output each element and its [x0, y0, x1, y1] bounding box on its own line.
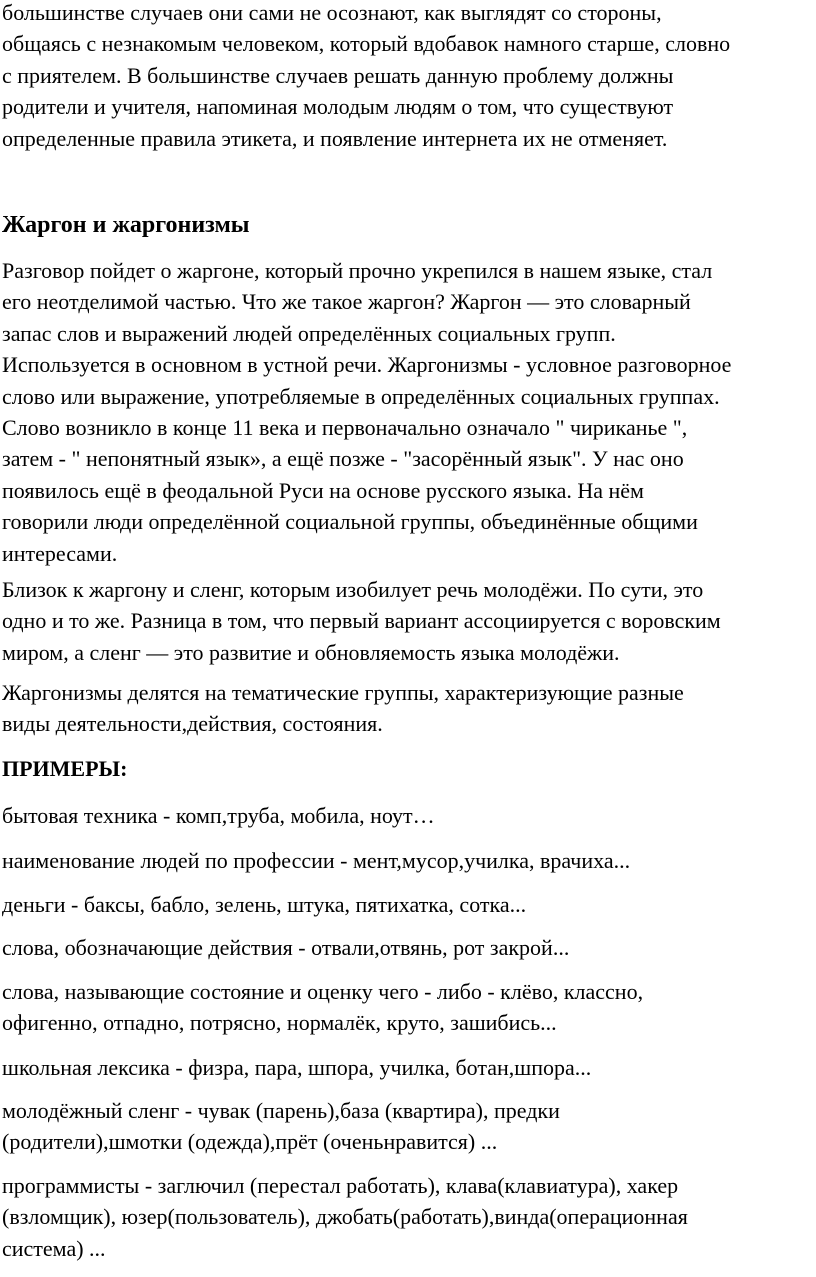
text-line: офигенно, отпадно, потрясно, нормалёк, круто, зашибись... — [2, 1010, 557, 1036]
text-line: родители и учителя, напоминая молодым людям о том, что существуют — [2, 94, 674, 120]
text-line: (родители),шмотки (одежда),прёт (оченьнравится) ... — [2, 1129, 498, 1155]
example-item — [2, 932, 569, 963]
text-line: большинстве случаев они сами не осознают, как выглядят со стороны, — [2, 0, 662, 25]
example-item — [2, 1052, 591, 1083]
text-line: слово или выражение, употребляемые в определённых социальных группах. — [2, 383, 720, 409]
text-line: затем - " непонятный язык», а ещё позже - "засорённый язык". У нас оно — [2, 446, 684, 472]
text-line: слова, называющие состояние и оценку чего - либо - клёво, классно, — [2, 979, 644, 1004]
text-line: миром, а сленг — это развитие и обновляемость языка молодёжи. — [2, 639, 620, 665]
example-item — [2, 800, 435, 831]
example-item — [2, 1170, 688, 1264]
intro-paragraph — [2, 0, 730, 154]
text-line: интересами. — [2, 540, 118, 566]
text-line: бытовая техника - комп,труба, мобила, ноут… — [2, 803, 435, 828]
example-item — [2, 976, 643, 1039]
example-item — [2, 845, 630, 876]
slang-paragraph — [2, 574, 721, 668]
text-line: наименование людей по профессии - мент,мусор,училка, врачиха... — [2, 848, 631, 873]
text-line: одно и то же. Разница в том, что первый вариант ассоциируется с воровским — [2, 608, 721, 634]
text-line: молодёжный сленг - чувак (парень),база (квартира), предки — [2, 1098, 560, 1123]
groups-paragraph — [2, 677, 684, 740]
text-line: появилось ещё в феодальной Руси на основе русского языка. На нём — [2, 477, 644, 503]
text-line: Слово возникло в конце 11 века и первоначально означало " чириканье ", — [2, 414, 688, 440]
section-heading: Жаргон и жаргонизмы — [2, 212, 250, 238]
text-line: Разговор пойдет о жаргоне, который прочно укрепился в нашем языке, стал — [2, 258, 713, 283]
text-line: система) ... — [2, 1235, 106, 1261]
text-line: (взломщик), юзер(пользователь), джобать(работать),винда(операционная — [2, 1204, 688, 1230]
examples-heading: ПРИМЕРЫ: — [2, 756, 128, 781]
jargon-definition-paragraph — [2, 255, 731, 569]
text-line: Близок к жаргону и сленг, которым изобилует речь молодёжи. По сути, это — [2, 577, 704, 602]
example-item — [2, 1095, 560, 1158]
text-line: говорили люди определённой социальной группы, объединённые общими — [2, 509, 698, 535]
text-line: с приятелем. В большинстве случаев решать данную проблему должны — [2, 62, 674, 88]
text-line: Жаргонизмы делятся на тематические группы, характеризующие разные — [2, 680, 684, 705]
text-line: виды деятельности,действия, состояния. — [2, 711, 383, 737]
text-line: программисты - заглючил (перестал работать), клава(клавиатура), хакер — [2, 1173, 679, 1198]
text-line: деньги - баксы, бабло, зелень, штука, пятихатка, сотка... — [2, 892, 527, 917]
text-line: школьная лексика - физра, пара, шпора, училка, ботан,шпора... — [2, 1055, 592, 1080]
text-line: определенные правила этикета, и появление интернета их не отменяет. — [2, 125, 668, 151]
text-line: общаясь с незнакомым человеком, который вдобавок намного старше, словно — [2, 31, 731, 57]
text-line: Используется в основном в устной речи. Жаргонизмы - условное разговорное — [2, 352, 732, 378]
example-item — [2, 889, 526, 920]
text-line: слова, обозначающие действия - отвали,отвянь, рот закрой... — [2, 935, 570, 960]
text-line: запас слов и выражений людей определённых социальных групп. — [2, 320, 616, 346]
text-line: его неотделимой частью. Что же такое жаргон? Жаргон — это словарный — [2, 289, 691, 315]
